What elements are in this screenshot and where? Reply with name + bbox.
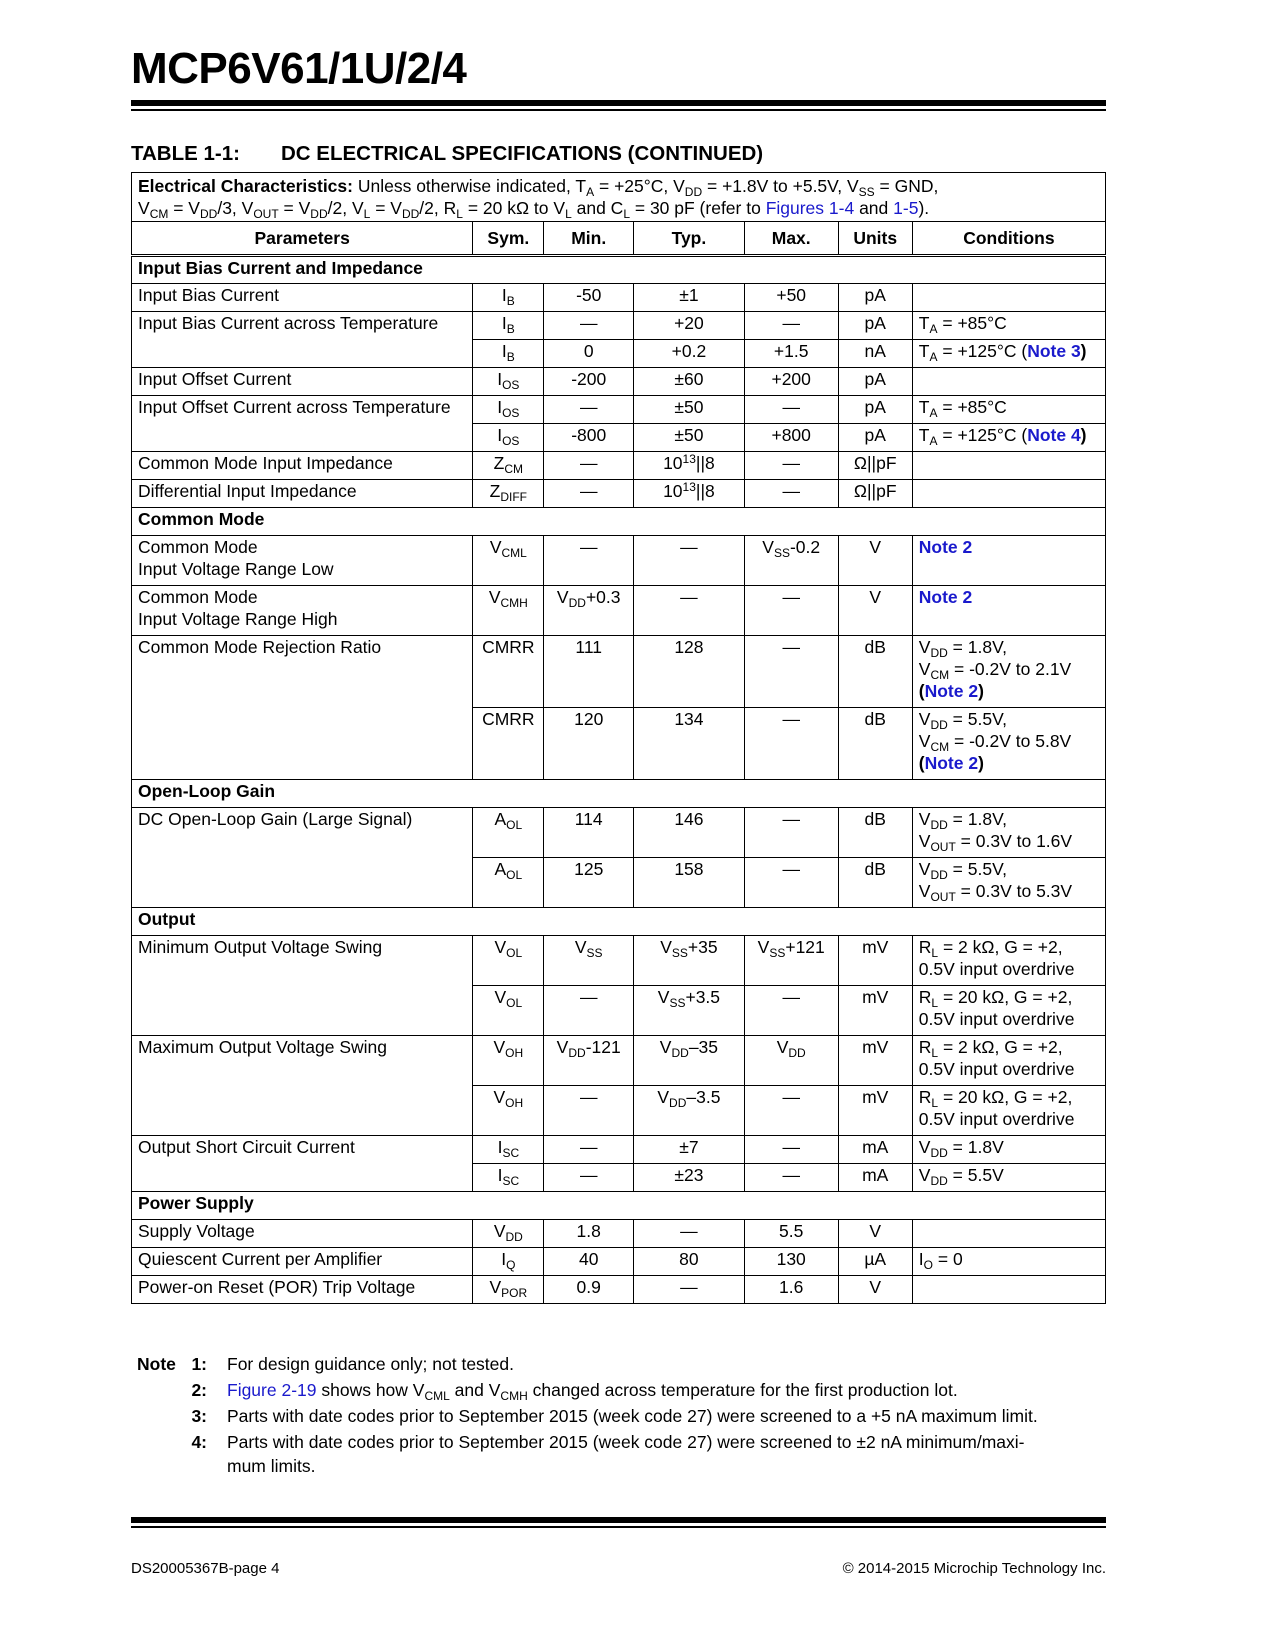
table-cell: +1.5 <box>744 340 838 368</box>
table-cell: ±23 <box>634 1164 745 1192</box>
note-item: 4: Parts with date codes prior to September 2015 (week code 27) were screened to ±2 nA minimum/maxi-mum limits. <box>191 1432 1025 1476</box>
note-4-link[interactable]: Note 4 <box>1027 425 1081 445</box>
table-row <box>132 1036 1106 1086</box>
table-cell: +20 <box>634 312 745 340</box>
table-cell: 130 <box>744 1248 838 1276</box>
table-cell: — <box>544 480 634 508</box>
table-row <box>132 284 1106 312</box>
table-cell: $V_{OL}$ <box>473 986 544 1036</box>
table-cell: — <box>744 312 838 340</box>
table-cell: Common Mode Input Voltage Range Low <box>132 536 473 586</box>
table-cell: $I_{OS}$ <box>473 368 544 396</box>
table-cell: — <box>744 586 838 636</box>
col-parameters: Parameters <box>132 222 473 256</box>
table-cell: Supply Voltage <box>132 1220 473 1248</box>
header-rule-thin <box>131 109 1106 111</box>
table-cell: — <box>544 312 634 340</box>
table-cell: — <box>544 1086 634 1136</box>
table-row <box>132 636 1106 708</box>
table-cell: -800 <box>544 424 634 452</box>
document-title: MCP6V61/1U/2/4 <box>131 44 467 93</box>
table-cell: — <box>634 1220 745 1248</box>
table-cell: Maximum Output Voltage Swing <box>132 1036 473 1136</box>
table-cell: ±1 <box>634 284 745 312</box>
table-cell: 128 <box>634 636 745 708</box>
table-cell: +200 <box>744 368 838 396</box>
table-cell: Quiescent Current per Amplifier <box>132 1248 473 1276</box>
table-cell: 1.6 <box>744 1276 838 1304</box>
table-cell: V <box>838 536 912 586</box>
table-cell: $I_{SC}$ <box>473 1164 544 1192</box>
table-cell: Ω||pF <box>838 480 912 508</box>
table-cell <box>912 452 1105 480</box>
table-cell: 134 <box>634 708 745 780</box>
table-cell: $V_{DD} = 1.8V$, $V_{CM} = -0.2V$ to 2.1V (Note 2) <box>912 636 1105 708</box>
table-cell <box>912 480 1105 508</box>
table-cell: ±60 <box>634 368 745 396</box>
col-sym: Sym. <box>473 222 544 256</box>
table-cell: $I_{OS}$ <box>473 424 544 452</box>
table-cell: — <box>744 452 838 480</box>
table-cell: mA <box>838 1164 912 1192</box>
table-cell: — <box>744 858 838 908</box>
table-caption <box>131 142 763 166</box>
table-cell: Input Offset Current across Temperature <box>132 396 473 452</box>
table-cell: pA <box>838 368 912 396</box>
table-cell: — <box>544 1136 634 1164</box>
header-rule-thick <box>131 100 1106 106</box>
col-units: Units <box>838 222 912 256</box>
table-cell: $Z_{CM}$ <box>473 452 544 480</box>
figures-1-4-link[interactable]: Figures 1-4 <box>765 198 855 218</box>
table-row <box>132 1248 1106 1276</box>
table-cell: nA <box>838 340 912 368</box>
table-row <box>132 1136 1106 1164</box>
table-cell: $V_{DD} = 5.5V$ <box>912 1164 1105 1192</box>
table-cell: Power-on Reset (POR) Trip Voltage <box>132 1276 473 1304</box>
table-cell: mV <box>838 986 912 1036</box>
table-cell: — <box>744 1086 838 1136</box>
table-cell: 0 <box>544 340 634 368</box>
table-cell: $T_A = +85^\circ C$ <box>912 312 1105 340</box>
table-cell: ±50 <box>634 396 745 424</box>
dc-specifications-table <box>131 172 1106 1304</box>
table-cell: pA <box>838 396 912 424</box>
note-2-link[interactable]: Note 2 <box>918 537 973 557</box>
table-cell: $V_{DD}-121$ <box>544 1036 634 1086</box>
table-cell: $R_L = 2$ kΩ, G = +2, 0.5V input overdrive <box>912 1036 1105 1086</box>
table-cell: $V_{SS}+121$ <box>744 936 838 986</box>
table-cell: +0.2 <box>634 340 745 368</box>
table-cell <box>912 284 1105 312</box>
table-row <box>132 480 1106 508</box>
table-cell: — <box>744 1164 838 1192</box>
table-cell: mV <box>838 1036 912 1086</box>
table-cell: DC Open-Loop Gain (Large Signal) <box>132 808 473 908</box>
table-cell: $10^{13}||8$ <box>634 452 745 480</box>
table-cell: — <box>744 708 838 780</box>
table-cell: Minimum Output Voltage Swing <box>132 936 473 1036</box>
table-cell: 0.9 <box>544 1276 634 1304</box>
table-cell: -50 <box>544 284 634 312</box>
table-cell: $V_{OH}$ <box>473 1036 544 1086</box>
table-cell: Input Bias Current <box>132 284 473 312</box>
table-cell: $V_{SS}$ <box>544 936 634 986</box>
table-cell: 80 <box>634 1248 745 1276</box>
table-row <box>132 1276 1106 1304</box>
note-2-link[interactable]: Note 2 <box>924 753 979 773</box>
table-cell: $V_{SS}+35$ <box>634 936 745 986</box>
document-number: DS20005367B-page 4 <box>131 1560 280 1577</box>
table-cell: $10^{13}||8$ <box>634 480 745 508</box>
table-cell: $Z_{DIFF}$ <box>473 480 544 508</box>
table-cell <box>912 1220 1105 1248</box>
table-cell: $V_{SS}-0.2$ <box>744 536 838 586</box>
section-heading: Open-Loop Gain <box>132 780 1106 808</box>
table-number: TABLE 1-1: <box>131 142 240 165</box>
table-cell: 120 <box>544 708 634 780</box>
table-cell: $V_{SS}+3.5$ <box>634 986 745 1036</box>
table-cell: $R_L = 20$ kΩ, G = +2, 0.5V input overdrive <box>912 986 1105 1036</box>
table-cell: $V_{DD} = 1.8V$ <box>912 1136 1105 1164</box>
table-cell: $V_{OL}$ <box>473 936 544 986</box>
table-row <box>132 396 1106 424</box>
table-cell: 158 <box>634 858 745 908</box>
col-typ: Typ. <box>634 222 745 256</box>
table-cell <box>912 1276 1105 1304</box>
table-cell: — <box>544 536 634 586</box>
note-item: 3: Parts with date codes prior to September 2015 (week code 27) were screened to a +5 nA maximum limit. <box>191 1406 1038 1426</box>
note-item: 2: Figure 2-19 shows how $V_{CML}$ and $V_{CMH}$ changed across temperature for the first production lot. <box>191 1380 958 1403</box>
table-cell: Input Offset Current <box>132 368 473 396</box>
table-cell: pA <box>838 284 912 312</box>
table-cell: — <box>544 452 634 480</box>
table-cell: — <box>744 396 838 424</box>
table-cell: — <box>634 586 745 636</box>
table-cell: $V_{CMH}$ <box>473 586 544 636</box>
table-cell: $V_{POR}$ <box>473 1276 544 1304</box>
table-row <box>132 312 1106 340</box>
table-cell: Output Short Circuit Current <box>132 1136 473 1192</box>
table-cell: — <box>744 1136 838 1164</box>
table-cell: V <box>838 1276 912 1304</box>
table-cell: $R_L = 20$ kΩ, G = +2, 0.5V input overdrive <box>912 1086 1105 1136</box>
table-cell: Common Mode Input Voltage Range High <box>132 586 473 636</box>
col-conditions: Conditions <box>912 222 1105 256</box>
table-cell <box>912 586 1105 636</box>
table-row <box>132 936 1106 986</box>
table-cell: $I_{SC}$ <box>473 1136 544 1164</box>
table-cell: mA <box>838 1136 912 1164</box>
table-cell: CMRR <box>473 636 544 708</box>
table-cell: — <box>744 480 838 508</box>
section-heading: Input Bias Current and Impedance <box>132 256 1106 284</box>
table-cell: — <box>744 636 838 708</box>
section-heading: Output <box>132 908 1106 936</box>
table-cell: $I_B$ <box>473 284 544 312</box>
table-cell: +800 <box>744 424 838 452</box>
table-cell: $T_A = +85^\circ C$ <box>912 396 1105 424</box>
col-min: Min. <box>544 222 634 256</box>
table-cell: $V_{DD} = 1.8V$, $V_{OUT} = 0.3V$ to 1.6V <box>912 808 1105 858</box>
table-cell: Common Mode Rejection Ratio <box>132 636 473 780</box>
table-cell: +50 <box>744 284 838 312</box>
table-cell: Input Bias Current across Temperature <box>132 312 473 368</box>
table-cell: pA <box>838 424 912 452</box>
table-cell: dB <box>838 708 912 780</box>
table-cell: dB <box>838 858 912 908</box>
table-row <box>132 368 1106 396</box>
section-heading: Power Supply <box>132 1192 1106 1220</box>
table-cell: — <box>634 536 745 586</box>
electrical-characteristics: Electrical Characteristics: Unless otherwise indicated, $T_A = +25^\circ C$, $V_{DD} = +1.8V$ to +5.5V, $V_{SS}$ = GND, $V_{CM} = V_{DD}/3$, $V_{OUT} = V_{DD}/2$, $V_L = V_{DD}/2$, $R_L = 20$ kΩ to $V_L$ and $C_L = 30$ pF (refer to Figures 1-4 and 1-5). <box>132 173 1106 222</box>
table-cell: 125 <box>544 858 634 908</box>
table-row <box>132 586 1106 636</box>
table-cell: $V_{DD}+0.3$ <box>544 586 634 636</box>
table-cell: $V_{DD} = 5.5V$, $V_{OUT} = 0.3V$ to 5.3V <box>912 858 1105 908</box>
table-cell: $V_{DD}$ <box>473 1220 544 1248</box>
table-cell: µA <box>838 1248 912 1276</box>
table-cell: $V_{CML}$ <box>473 536 544 586</box>
table-cell <box>912 536 1105 586</box>
table-cell: $V_{DD} = 5.5V$, $V_{CM} = -0.2V$ to 5.8V (Note 2) <box>912 708 1105 780</box>
table-cell: $I_O = 0$ <box>912 1248 1105 1276</box>
table-cell: 114 <box>544 808 634 858</box>
table-title: DC ELECTRICAL SPECIFICATIONS (CONTINUED) <box>281 142 764 165</box>
note-2-link[interactable]: Note 2 <box>924 681 979 701</box>
figure-2-19-link[interactable]: Figure 2-19 <box>227 1380 317 1400</box>
table-cell: 40 <box>544 1248 634 1276</box>
table-cell: 111 <box>544 636 634 708</box>
table-cell: — <box>744 808 838 858</box>
electrical-characteristics-row <box>132 173 1106 222</box>
section-heading: Common Mode <box>132 508 1106 536</box>
table-cell: 146 <box>634 808 745 858</box>
table-cell: $V_{DD}-35$ <box>634 1036 745 1086</box>
figure-1-5-link[interactable]: 1-5 <box>893 198 919 218</box>
note-3-link[interactable]: Note 3 <box>1027 341 1081 361</box>
table-cell <box>912 368 1105 396</box>
table-cell: V <box>838 1220 912 1248</box>
table-cell: — <box>544 396 634 424</box>
note-item: Note 1: For design guidance only; not tested. <box>137 1354 514 1374</box>
table-cell: ±50 <box>634 424 745 452</box>
table-cell: Common Mode Input Impedance <box>132 452 473 480</box>
table-cell: $V_{DD}-3.5$ <box>634 1086 745 1136</box>
table-cell: $I_{OS}$ <box>473 396 544 424</box>
table-cell: 1.8 <box>544 1220 634 1248</box>
column-header-row <box>132 222 1106 256</box>
table-notes <box>137 1352 1107 1480</box>
table-cell: V <box>838 586 912 636</box>
table-cell: Differential Input Impedance <box>132 480 473 508</box>
table-cell: $R_L = 2$ kΩ, G = +2, 0.5V input overdrive <box>912 936 1105 986</box>
table-cell: dB <box>838 636 912 708</box>
table-row <box>132 808 1106 858</box>
table-cell: — <box>544 986 634 1036</box>
table-cell: 5.5 <box>744 1220 838 1248</box>
footer-rule-thin <box>131 1526 1106 1528</box>
table-cell: — <box>544 1164 634 1192</box>
table-cell: mV <box>838 1086 912 1136</box>
table-cell: CMRR <box>473 708 544 780</box>
note-2-link[interactable]: Note 2 <box>918 587 973 607</box>
table-row <box>132 536 1106 586</box>
table-cell: $I_B$ <box>473 340 544 368</box>
table-row <box>132 452 1106 480</box>
table-cell: $I_Q$ <box>473 1248 544 1276</box>
table-cell: dB <box>838 808 912 858</box>
table-cell: $V_{DD}$ <box>744 1036 838 1086</box>
table-cell: Ω||pF <box>838 452 912 480</box>
table-cell: pA <box>838 312 912 340</box>
table-row <box>132 1220 1106 1248</box>
table-cell: -200 <box>544 368 634 396</box>
copyright: © 2014-2015 Microchip Technology Inc. <box>842 1560 1106 1577</box>
table-cell: $A_{OL}$ <box>473 858 544 908</box>
table-cell: $A_{OL}$ <box>473 808 544 858</box>
table-cell: $T_A = +125^\circ C$ (Note 4) <box>912 424 1105 452</box>
table-cell: $I_B$ <box>473 312 544 340</box>
table-cell: ±7 <box>634 1136 745 1164</box>
table-cell: $V_{OH}$ <box>473 1086 544 1136</box>
table-cell: $T_A = +125^\circ C$ (Note 3) <box>912 340 1105 368</box>
footer-rule-thick <box>131 1517 1106 1523</box>
table-cell: mV <box>838 936 912 986</box>
table-cell: — <box>634 1276 745 1304</box>
col-max: Max. <box>744 222 838 256</box>
table-cell: — <box>744 986 838 1036</box>
